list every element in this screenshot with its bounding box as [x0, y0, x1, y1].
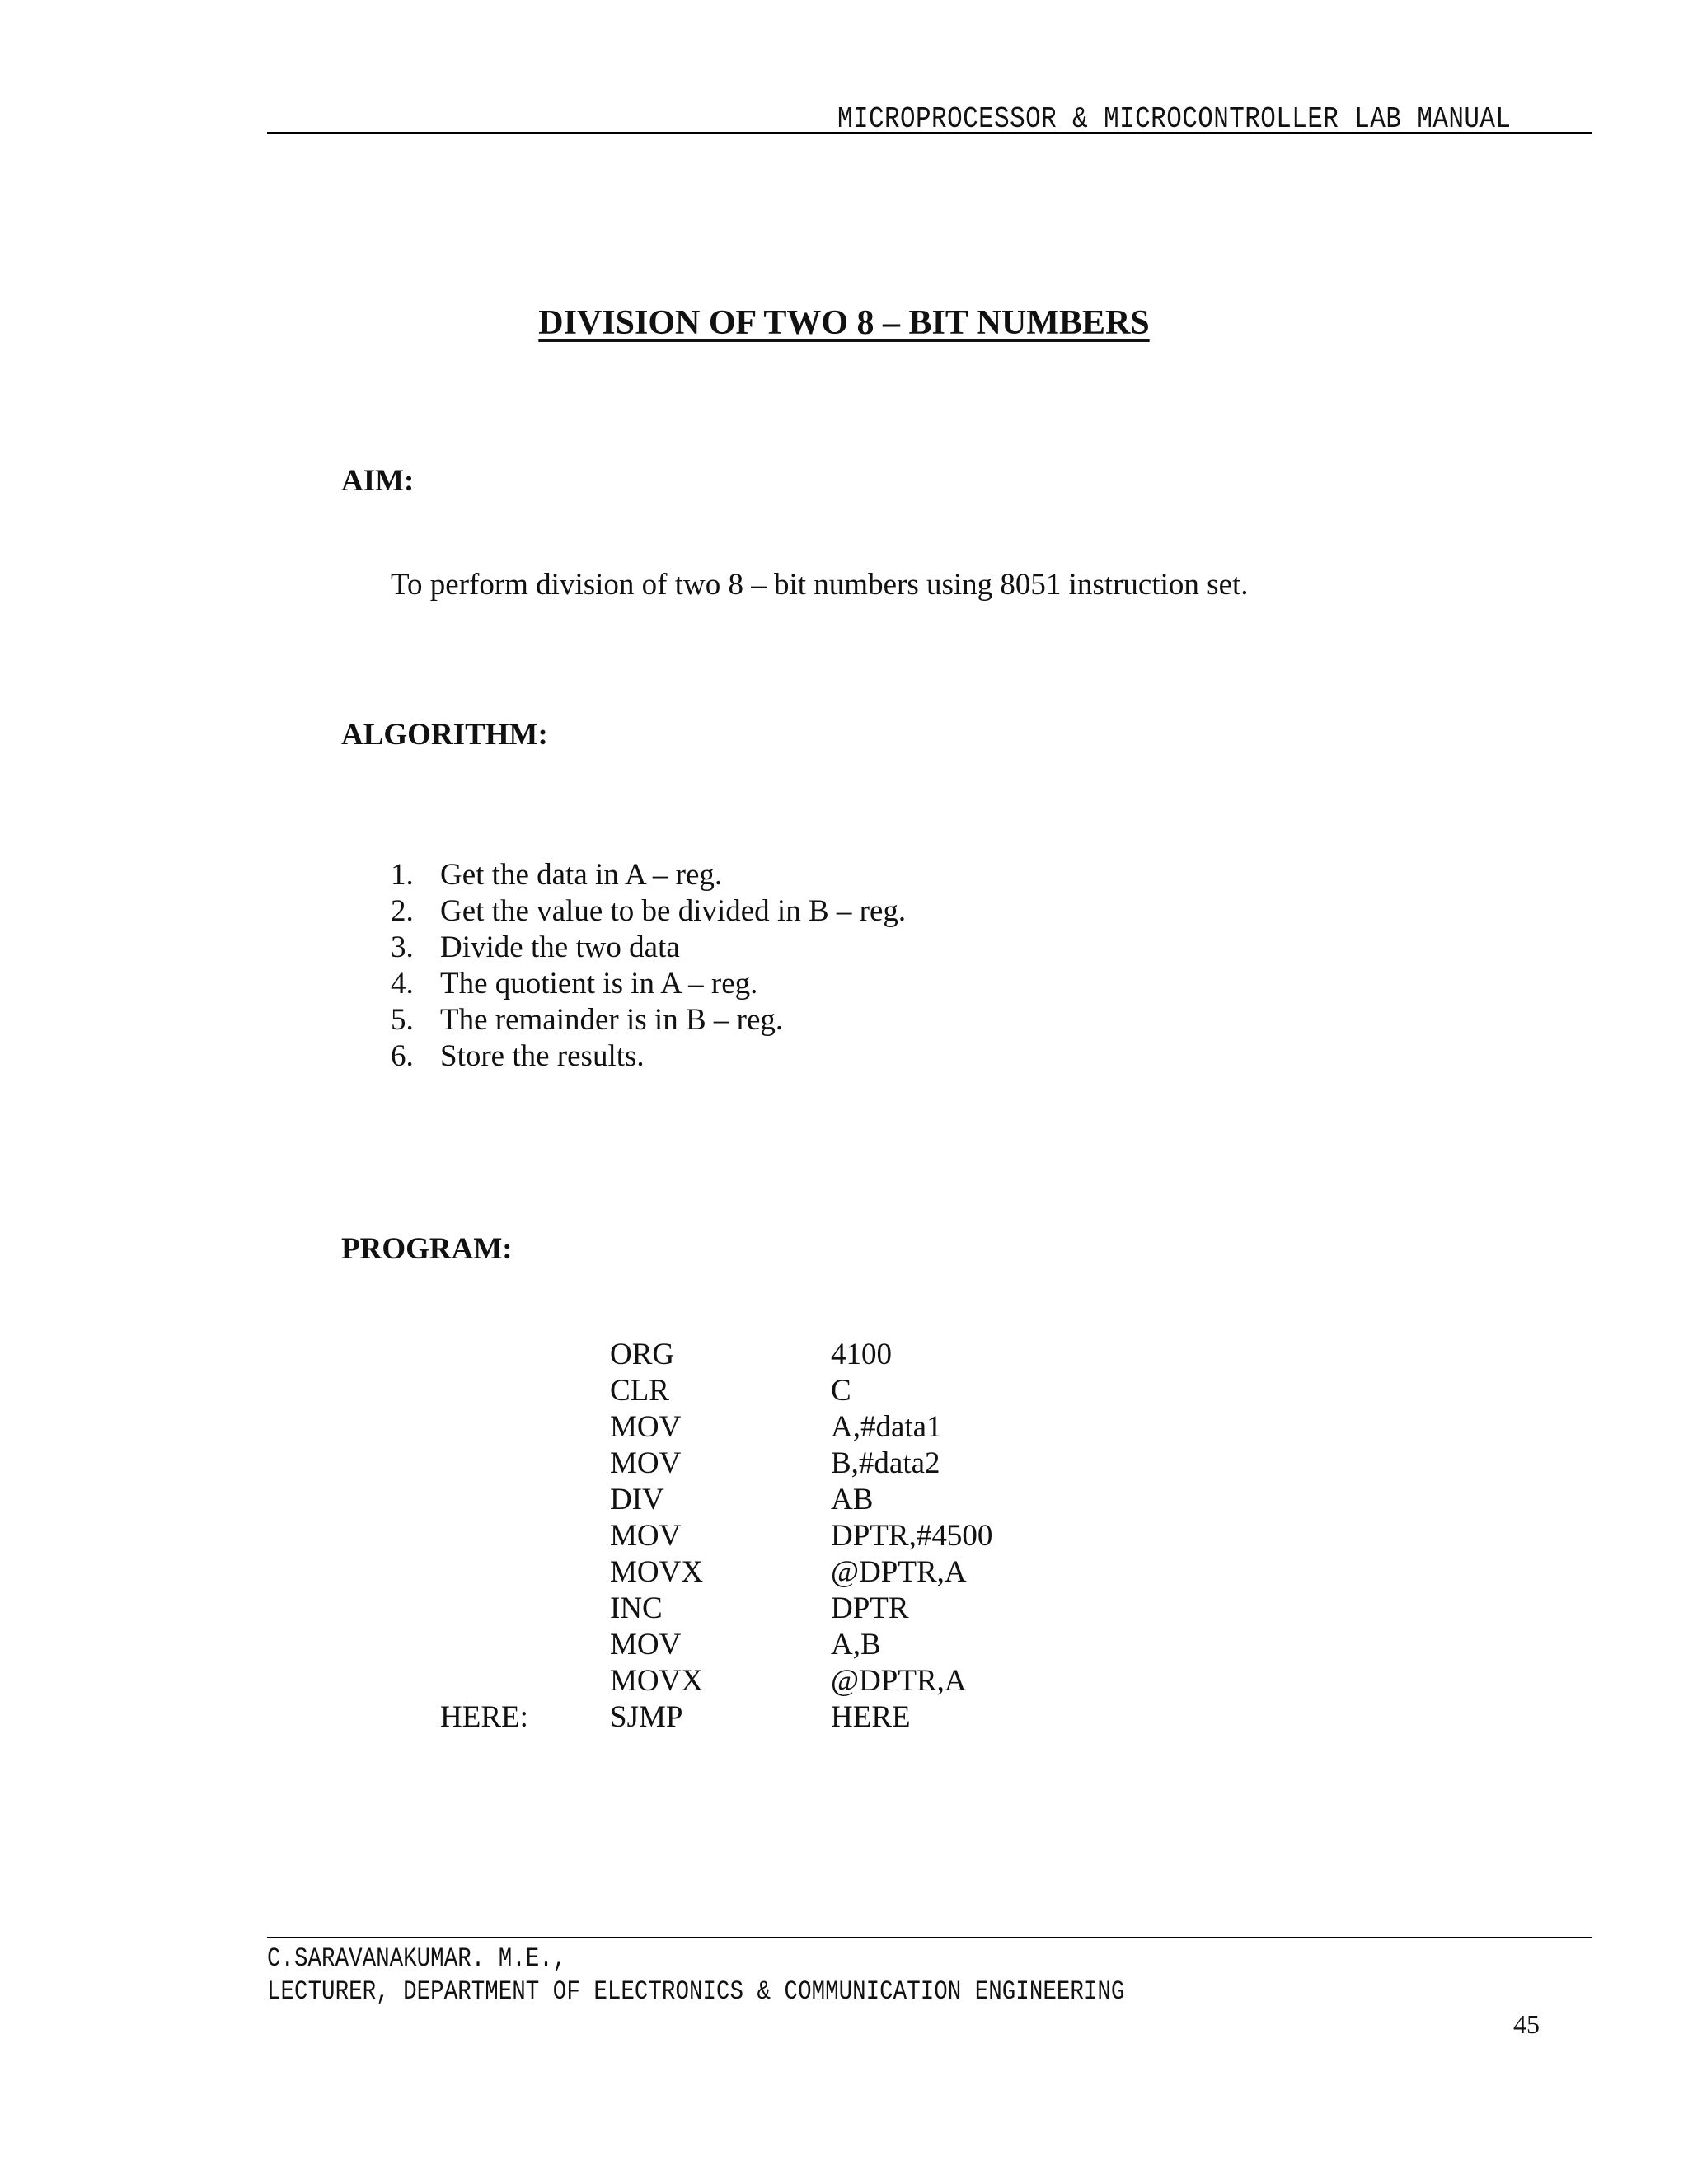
footer-department: LECTURER, DEPARTMENT OF ELECTRONICS & COMMUNICATION ENGINEERING [267, 1976, 1125, 2007]
algorithm-step [391, 893, 906, 930]
program-line-operand: B,#data2 [831, 1446, 940, 1480]
program-line-opcode: ORG [610, 1338, 675, 1371]
program-line-operand: A,#data1 [831, 1410, 942, 1444]
algorithm-step [391, 857, 906, 893]
header-rule [267, 132, 1592, 134]
program-line-operand: AB [831, 1483, 874, 1516]
algorithm-step-number: 1. [391, 858, 414, 892]
program-line-operand: C [831, 1374, 851, 1408]
page-number: 45 [1513, 2009, 1540, 2039]
program-line-opcode: INC [610, 1591, 663, 1625]
program-line-opcode: MOV [610, 1446, 682, 1480]
algorithm-heading: ALGORITHM: [341, 718, 548, 752]
page-title: DIVISION OF TWO 8 – BIT NUMBERS [538, 304, 1150, 342]
program-line-operand: DPTR,#4500 [831, 1519, 993, 1553]
program-line-operand: A,B [831, 1628, 881, 1661]
algorithm-step-number: 4. [391, 967, 414, 1001]
footer-author: C.SARAVANAKUMAR. M.E., [267, 1943, 567, 1974]
aim-text: To perform division of two 8 – bit numbers using 8051 instruction set. [391, 568, 1249, 602]
algorithm-step-number: 3. [391, 930, 414, 964]
algorithm-step-number: 2. [391, 894, 414, 928]
program-line-opcode: DIV [610, 1483, 664, 1516]
algorithm-step [391, 930, 906, 966]
algorithm-step-number: 6. [391, 1039, 414, 1073]
algorithm-step-text: Store the results. [440, 1039, 645, 1073]
program-line-opcode: MOV [610, 1410, 682, 1444]
program-heading: PROGRAM: [341, 1232, 513, 1266]
program-line-operand: DPTR [831, 1591, 909, 1625]
program-line-opcode: MOVX [610, 1664, 704, 1698]
program-line-opcode: SJMP [610, 1700, 683, 1734]
algorithm-step-text: The remainder is in B – reg. [440, 1003, 784, 1037]
algorithm-step [391, 1038, 906, 1075]
program-line-opcode: CLR [610, 1374, 669, 1408]
program-line-opcode: MOVX [610, 1555, 704, 1589]
algorithm-list [391, 857, 906, 1075]
program-line-operand: @DPTR,A [831, 1664, 967, 1698]
algorithm-step-text: Divide the two data [440, 930, 680, 964]
algorithm-step [391, 966, 906, 1002]
algorithm-step-text: Get the data in A – reg. [440, 858, 723, 892]
algorithm-step [391, 1002, 906, 1038]
program-line-operand: 4100 [831, 1338, 892, 1371]
program-line-opcode: MOV [610, 1519, 682, 1553]
program-line-operand: @DPTR,A [831, 1555, 967, 1589]
header-title: MICROPROCESSOR & MICROCONTROLLER LAB MANUAL [837, 102, 1512, 136]
program-line-label: HERE: [440, 1700, 528, 1734]
algorithm-step-text: The quotient is in A – reg. [440, 967, 758, 1001]
footer-rule [267, 1937, 1592, 1938]
algorithm-step-number: 5. [391, 1003, 414, 1037]
program-line-opcode: MOV [610, 1628, 682, 1661]
algorithm-step-text: Get the value to be divided in B – reg. [440, 894, 907, 928]
program-line-operand: HERE [831, 1700, 911, 1734]
aim-heading: AIM: [341, 464, 415, 498]
